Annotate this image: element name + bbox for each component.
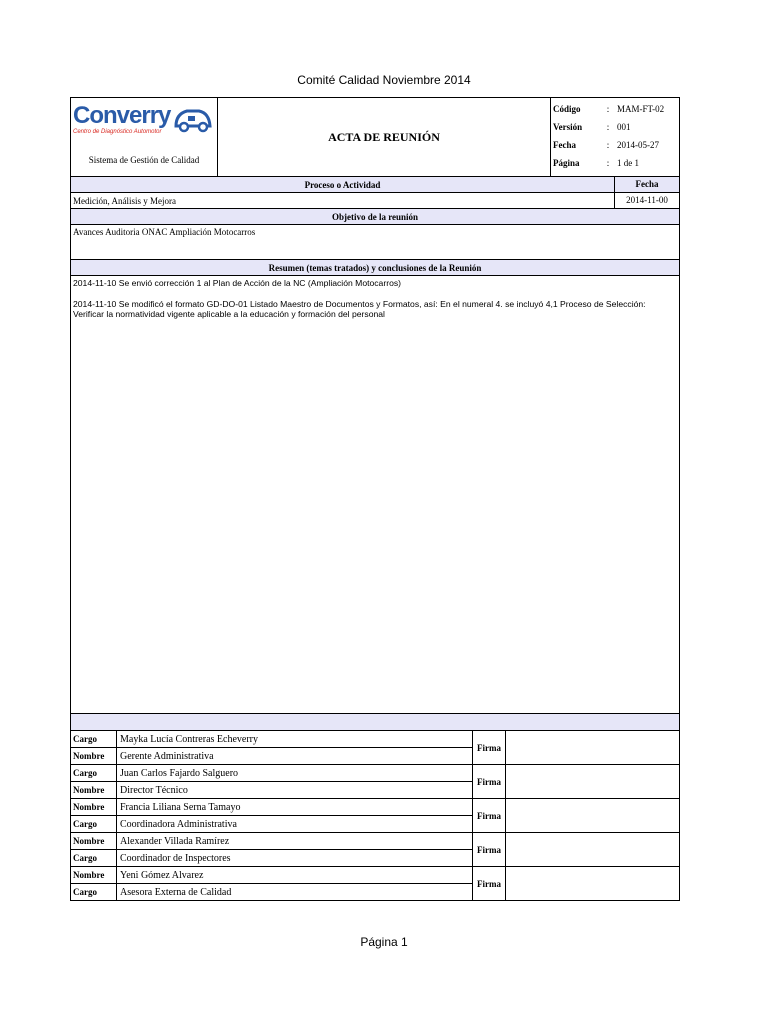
- objective-value: Avances Auditoria ONAC Ampliación Motocarros: [73, 227, 256, 237]
- signature-line: [71, 765, 472, 781]
- summary-paragraph: 2014-11-10 Se modificó el formato GD-DO-01 Listado Maestro de Documentos y Formatos, así: En el numeral 4. se incluyó 4,1 Proceso de Selección: Verificar la normatividad vigente aplicable a la educación y formación del personal: [73, 299, 646, 319]
- process-header: Proceso o Actividad: [304, 179, 381, 190]
- process-header-row: [71, 177, 679, 193]
- car-icon: [173, 106, 213, 134]
- document-meta: [551, 98, 679, 176]
- signature-block: [71, 765, 679, 799]
- meta-colon: :: [606, 122, 610, 132]
- objective-value-row: [71, 225, 679, 260]
- signature-field[interactable]: [506, 799, 679, 832]
- meta-key: Fecha: [553, 140, 576, 150]
- meta-colon: :: [606, 104, 610, 114]
- firma-label: Firma: [473, 765, 506, 798]
- signature-value: Yeni Gómez Alvarez: [120, 869, 204, 881]
- signature-line: [71, 883, 472, 900]
- page-footer: Página 1: [360, 935, 408, 949]
- signature-block: [71, 799, 679, 833]
- process-value-row: [71, 193, 679, 209]
- signature-field[interactable]: [506, 731, 679, 764]
- signature-line: [71, 849, 472, 866]
- signature-field[interactable]: [506, 867, 679, 900]
- meta-row: [551, 154, 679, 172]
- company-logo: [73, 104, 213, 140]
- summary-body: [71, 276, 679, 714]
- process-value: Medición, Análisis y Mejora: [73, 195, 176, 206]
- signature-label: Cargo: [71, 816, 117, 832]
- system-name: Sistema de Gestión de Calidad: [88, 155, 200, 165]
- signature-block: [71, 731, 679, 765]
- signature-field[interactable]: [506, 765, 679, 798]
- signature-value: Mayka Lucía Contreras Echeverry: [120, 733, 258, 745]
- signature-line: [71, 731, 472, 747]
- signature-value: Francia Liliana Serna Tamayo: [120, 801, 241, 813]
- signatures-spacer: [71, 714, 679, 731]
- objective-header-row: [71, 209, 679, 225]
- signature-label: Cargo: [71, 765, 117, 781]
- logo-tagline: Centro de Diagnóstico Automotor: [73, 129, 162, 135]
- logo-cell: [71, 98, 218, 176]
- meta-value: 001: [617, 122, 631, 132]
- signature-label: Cargo: [71, 731, 117, 747]
- summary-header: Resumen (temas tratados) y conclusiones de la Reunión: [268, 262, 482, 273]
- signature-field[interactable]: [506, 833, 679, 866]
- signature-line: [71, 781, 472, 798]
- meeting-minutes-form: [70, 97, 680, 901]
- signature-value: Juan Carlos Fajardo Salguero: [120, 767, 239, 779]
- document-title: ACTA DE REUNIÓN: [218, 98, 551, 176]
- signature-label: Cargo: [71, 850, 117, 866]
- firma-label: Firma: [473, 731, 506, 764]
- fecha-value: 2014-11-00: [614, 193, 679, 208]
- signature-line: [71, 815, 472, 832]
- signature-value: Director Técnico: [120, 784, 188, 796]
- signatures-section: [71, 731, 679, 900]
- signature-block: [71, 833, 679, 867]
- signature-value: Gerente Administrativa: [120, 750, 214, 762]
- firma-label: Firma: [473, 833, 506, 866]
- meta-key: Código: [553, 104, 581, 114]
- summary-paragraph: 2014-11-10 Se envió corrección 1 al Plan de Acción de la NC (Ampliación Motocarros): [73, 278, 402, 288]
- meta-colon: :: [606, 158, 610, 168]
- signature-block: [71, 867, 679, 900]
- meta-value: 1 de 1: [617, 158, 639, 168]
- meta-row: [551, 136, 679, 154]
- signature-value: Alexander Villada Ramírez: [120, 835, 230, 847]
- signature-line: [71, 867, 472, 883]
- meta-key: Versión: [553, 122, 583, 132]
- signature-line: [71, 747, 472, 764]
- signature-label: Nombre: [71, 867, 117, 883]
- meta-value: MAM-FT-02: [617, 104, 665, 114]
- fecha-header: Fecha: [614, 177, 679, 192]
- signature-value: Asesora Externa de Calidad: [120, 886, 232, 898]
- signature-label: Nombre: [71, 833, 117, 849]
- signature-label: Cargo: [71, 884, 117, 900]
- signature-value: Coordinador de Inspectores: [120, 852, 231, 864]
- objective-header: Objetivo de la reunión: [331, 211, 419, 222]
- page-title: Comité Calidad Noviembre 2014: [297, 73, 471, 87]
- form-header: [71, 98, 679, 177]
- meta-row: [551, 100, 679, 118]
- signature-line: [71, 799, 472, 815]
- meta-colon: :: [606, 140, 610, 150]
- meta-row: [551, 118, 679, 136]
- summary-header-row: [71, 260, 679, 276]
- meta-key: Página: [553, 158, 580, 168]
- signature-label: Nombre: [71, 782, 117, 798]
- signature-value: Coordinadora Administrativa: [120, 818, 237, 830]
- logo-word: Converry: [73, 102, 171, 129]
- signature-label: Nombre: [71, 748, 117, 764]
- meta-value: 2014-05-27: [617, 140, 659, 150]
- firma-label: Firma: [473, 867, 506, 900]
- firma-label: Firma: [473, 799, 506, 832]
- signature-line: [71, 833, 472, 849]
- signature-label: Nombre: [71, 799, 117, 815]
